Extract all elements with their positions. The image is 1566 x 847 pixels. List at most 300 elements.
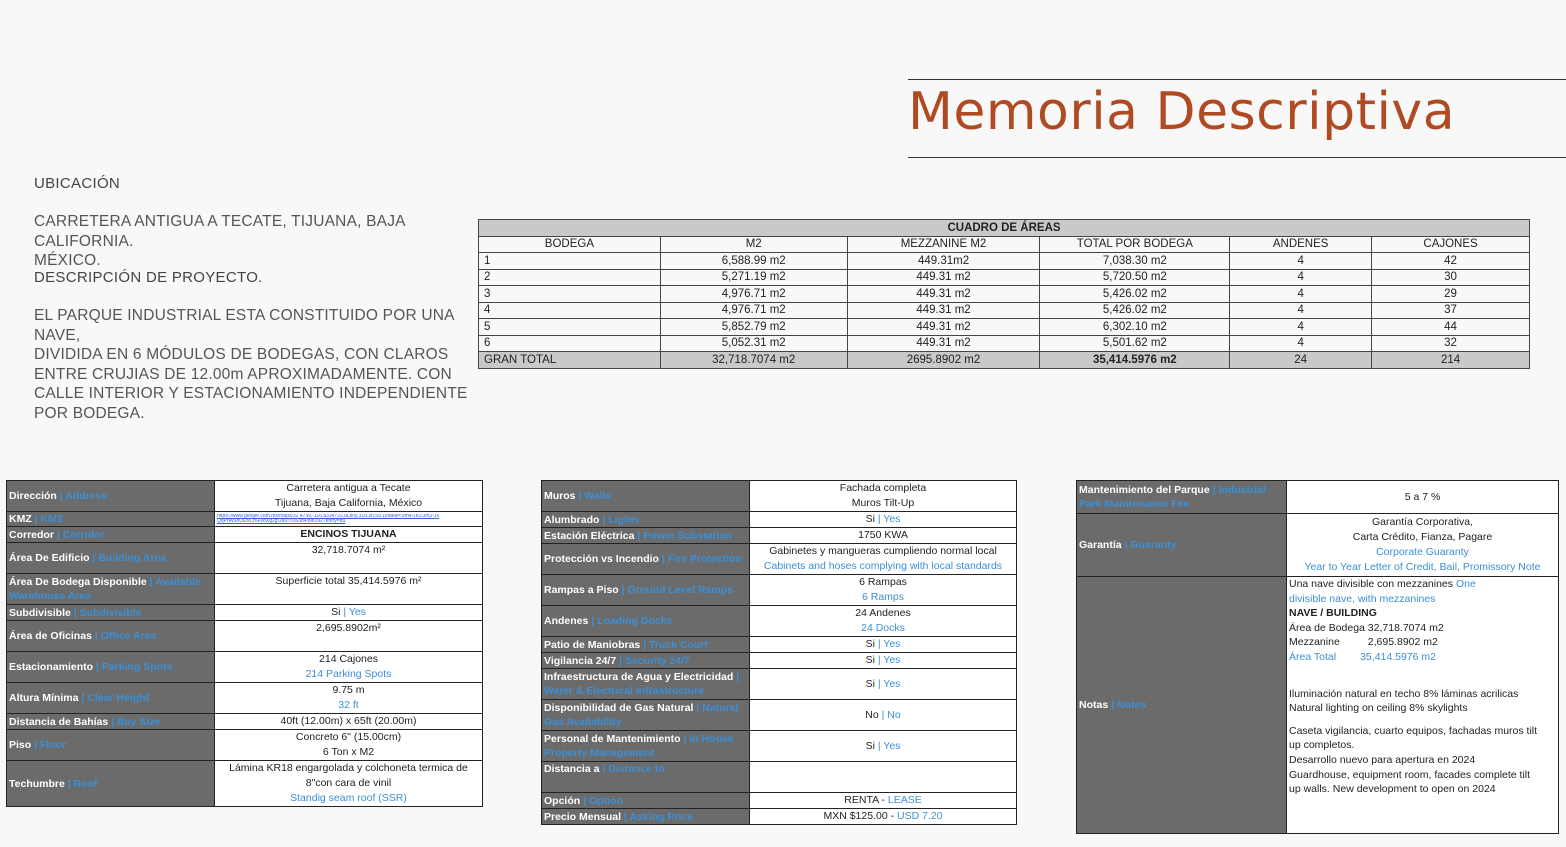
cell: 449.31m2: [847, 253, 1040, 270]
value-cell: 40ft (12.00m) x 65ft (20.00m): [215, 714, 483, 730]
value-cell: [215, 512, 483, 527]
note-line: divisible nave, with mezzanines: [1289, 592, 1436, 605]
value-en: Yes: [883, 654, 901, 666]
label-en: Address: [65, 490, 108, 502]
label-cell: [542, 575, 750, 606]
value-en: Yes: [883, 638, 901, 650]
table-row: [542, 512, 1017, 528]
label-en: Parking Spots: [101, 661, 173, 673]
label-es: Mantenimiento del Parque: [1079, 484, 1210, 496]
table-row: [7, 761, 483, 807]
label-cell: [542, 700, 750, 731]
cell: 3: [479, 286, 661, 303]
ubicacion-line: CARRETERA ANTIGUA A TECATE, TIJUANA, BAJA CALIFORNIA.: [34, 213, 405, 250]
label-en: Asking Price: [629, 810, 694, 823]
descripcion-line: POR BODEGA.: [34, 404, 145, 422]
separator: |: [94, 630, 98, 642]
label-en: Guaranty: [1130, 539, 1177, 551]
label-cell: [7, 512, 215, 527]
value: 214 Cajones: [319, 653, 378, 665]
table-row: [542, 731, 1017, 762]
label-es: Altura Mínima: [9, 692, 79, 704]
value: Si: [865, 513, 875, 525]
table-row: [1077, 577, 1559, 834]
separator: |: [1124, 539, 1128, 551]
table-row: [542, 544, 1017, 575]
label-en: Available Warehouse Area: [9, 576, 201, 602]
value-en: Cabinets and hoses complying with local standards: [763, 560, 1003, 572]
table-row: [542, 606, 1017, 637]
value-cell: [750, 544, 1017, 575]
label-en: Building Area: [98, 552, 167, 564]
value: Fachada completa: [839, 482, 927, 494]
value-en: Yes: [883, 677, 901, 690]
value: Si: [865, 739, 875, 752]
label-cell: [542, 762, 750, 793]
separator: |: [1212, 484, 1216, 496]
cell: 5,501.62 m2: [1040, 335, 1230, 352]
table-row: [479, 319, 1530, 336]
value-cell: [750, 575, 1017, 606]
separator: |: [73, 606, 77, 619]
separator: |: [67, 777, 71, 790]
label-cell: [542, 528, 750, 544]
value-en: 6 Ramps: [861, 591, 904, 603]
separator: |: [621, 584, 625, 596]
label-es: Infraestructura de Agua y Electricidad: [544, 671, 734, 683]
value: 6 Rampas: [859, 576, 907, 588]
value-en: 24 Docks: [861, 622, 905, 634]
value-cell: [750, 762, 1017, 793]
separator: |: [877, 739, 881, 752]
cell: 2: [479, 269, 661, 286]
areas-header: ANDENES: [1230, 236, 1372, 253]
cell: 32: [1372, 335, 1530, 352]
note-line: Guardhouse, equipment room, facades complete tilt: [1289, 768, 1531, 781]
separator: |: [1111, 699, 1115, 711]
cell: 5,052.31 m2: [660, 335, 847, 352]
value-cell: [215, 481, 483, 512]
label-cell: [7, 605, 215, 621]
label-es: Estación Eléctrica: [544, 529, 635, 542]
table-row: [479, 286, 1530, 303]
label-es: Notas: [1079, 699, 1109, 711]
label-en: Walls: [584, 490, 612, 502]
note-text: Una nave divisible con mezzanines: [1289, 578, 1454, 590]
table-row: [1077, 481, 1559, 514]
separator: |: [111, 715, 115, 728]
table-row: [7, 621, 483, 652]
value: Garantía Corporativa,: [1372, 516, 1473, 528]
separator: |: [696, 702, 700, 714]
value: Gabinetes y mangueras cumpliendo normal local: [769, 545, 997, 557]
label-en: Loading Docks: [597, 615, 673, 627]
value-cell: MXN $125.00 - USD 7.20: [750, 809, 1017, 825]
table-row: [542, 637, 1017, 653]
cell: 4,976.71 m2: [660, 302, 847, 319]
label-cell: [1077, 481, 1287, 514]
note-line: up completos.: [1289, 739, 1355, 752]
label-cell: [7, 527, 215, 543]
spacer: [1289, 716, 1556, 724]
notes-cell: [1287, 577, 1559, 834]
table-row: [542, 528, 1017, 544]
label-en: Fire Protection: [667, 553, 742, 565]
table-row: [7, 527, 483, 543]
label-es: Corredor: [9, 528, 54, 541]
value-cell: [215, 605, 483, 621]
table-row: [7, 481, 483, 512]
label-en: Power Substation: [643, 529, 732, 542]
separator: |: [877, 513, 881, 525]
label-cell: [542, 793, 750, 809]
separator: |: [881, 708, 885, 721]
cell: 449.31 m2: [847, 302, 1040, 319]
label-en: Distance to: [608, 763, 665, 775]
label-es: Distancia a: [544, 763, 600, 775]
label-es: Dirección: [9, 490, 57, 502]
label-cell: [7, 543, 215, 574]
label-en: Natural Gas Availability: [544, 702, 739, 728]
property-table-2: [541, 480, 1017, 825]
note-line: [1289, 577, 1556, 592]
title-top-rule: [908, 79, 1566, 80]
note-line: [1289, 650, 1556, 665]
table-row: [7, 605, 483, 621]
label-cell: [542, 606, 750, 637]
kmz-link[interactable]: https://www.google.com.mx/maps/32.4739,-116.8334722,ia,80y,319.3h,59.1t/data=!3m4!1e1!3m2!1s: [217, 514, 440, 519]
separator: |: [736, 671, 740, 683]
table-row: [479, 335, 1530, 352]
cell: 32,718.7074 m2: [660, 352, 847, 369]
label-es: Opción: [544, 794, 581, 807]
cell: 35,414.5976 m2: [1040, 352, 1230, 369]
value-en: Yes: [348, 606, 366, 618]
label-en: Office Area: [100, 630, 157, 642]
label-es: Subdivisible: [9, 606, 71, 619]
separator: |: [81, 692, 85, 704]
cell: 449.31 m2: [847, 269, 1040, 286]
value-cell: [750, 653, 1017, 669]
cell: 5,852.79 m2: [660, 319, 847, 336]
label-es: Disponibilidad de Gas Natural: [544, 702, 694, 714]
descripcion-line: EL PARQUE INDUSTRIAL ESTA CONSTITUIDO POR UNA NAVE,: [34, 307, 454, 344]
table-row: [479, 302, 1530, 319]
value: Tijuana, Baja California, México: [274, 497, 423, 509]
separator: |: [59, 490, 63, 502]
value: 6 Ton x M2: [322, 746, 375, 758]
ubicacion-line: MÉXICO.: [34, 252, 101, 269]
table-row: [542, 653, 1017, 669]
cell: 214: [1372, 352, 1530, 369]
separator: |: [602, 513, 606, 526]
label-cell: [1077, 514, 1287, 577]
label-es: Precio Mensual: [544, 810, 622, 823]
cell: 37: [1372, 302, 1530, 319]
cell: 4: [1230, 269, 1372, 286]
value-en: Standig seam roof (SSR): [290, 792, 407, 804]
value-cell: 2,695.8902m²: [215, 621, 483, 652]
areas-table: [478, 219, 1530, 369]
value-en: Year to Year Letter of Credit, Bail, Promissory Note: [1304, 561, 1541, 573]
separator: |: [92, 552, 96, 564]
areas-header-row: [479, 236, 1530, 253]
label-es: Rampas a Piso: [544, 584, 619, 596]
label-en: Lights: [608, 513, 640, 526]
cell: 449.31 m2: [847, 319, 1040, 336]
note-line: Caseta vigilancia, cuarto equipos, fachadas muros tilt: [1289, 724, 1538, 737]
table-row: [7, 714, 483, 730]
areas-header: BODEGA: [479, 236, 661, 253]
label-es: Muros: [544, 490, 576, 502]
cell: 30: [1372, 269, 1530, 286]
label-es: Andenes: [544, 615, 589, 627]
value-cell: RENTA - LEASE: [750, 793, 1017, 809]
value: 8"con cara de vinil: [305, 777, 392, 789]
note-line: up walls. New development to open on 2024: [1289, 783, 1496, 796]
separator: |: [683, 733, 687, 745]
value-cell: [750, 481, 1017, 512]
table-row: [479, 269, 1530, 286]
label-es: Personal de Mantenimiento: [544, 733, 681, 745]
value: Si: [865, 654, 875, 666]
note-text-en: Área Total: [1289, 650, 1337, 663]
label-en: Corridor: [62, 528, 105, 541]
label-cell: [542, 512, 750, 528]
cell: 4: [1230, 302, 1372, 319]
value-en: 32 ft: [338, 699, 359, 711]
value-en: Yes: [883, 739, 901, 752]
cell: 5,426.02 m2: [1040, 286, 1230, 303]
separator: |: [34, 513, 38, 525]
label-en: Water & Electrical Infrastructure: [544, 685, 705, 697]
label-cell: [542, 669, 750, 700]
title-bottom-rule: [908, 157, 1566, 158]
label-es: Alumbrado: [544, 513, 600, 526]
areas-header: CAJONES: [1372, 236, 1530, 253]
value: Si: [865, 638, 875, 650]
label-en: Notes: [1116, 699, 1147, 711]
cell: 4: [1230, 253, 1372, 270]
label-en: In House Property Management: [544, 733, 734, 759]
value-cell: [750, 731, 1017, 762]
cell: 5,271.19 m2: [660, 269, 847, 286]
cell: 6: [479, 335, 661, 352]
cell: 449.31 m2: [847, 286, 1040, 303]
value-en: USD 7.20: [897, 810, 943, 822]
separator: |: [661, 553, 665, 565]
table-row: [7, 574, 483, 605]
value-cell: [750, 637, 1017, 653]
value-cell: [750, 512, 1017, 528]
label-cell: [7, 481, 215, 512]
label-en: Clear Height: [87, 692, 150, 704]
value-en: No: [887, 708, 901, 721]
value-cell: 32,718.7074 m²: [215, 543, 483, 574]
value-cell: [215, 730, 483, 761]
label-en: Ground Level Ramps: [627, 584, 734, 596]
spacer: [1289, 665, 1556, 687]
table-row: [7, 683, 483, 714]
separator: |: [56, 528, 60, 541]
cell: 5,426.02 m2: [1040, 302, 1230, 319]
label-en: Security 24/7: [624, 654, 690, 667]
label-en: Subdivisible: [79, 606, 142, 619]
value: 24 Andenes: [855, 607, 911, 619]
value-cell: [215, 652, 483, 683]
cell: 1: [479, 253, 661, 270]
areas-caption: CUADRO DE ÁREAS: [479, 220, 1530, 237]
table-row: [542, 762, 1017, 793]
label-es: Área De Bodega Disponible: [9, 576, 147, 588]
label-en: Floor: [39, 739, 67, 751]
value: 9.75 m: [332, 684, 365, 696]
note-text: Mezzanine: [1289, 636, 1340, 649]
cell: 29: [1372, 286, 1530, 303]
value-cell: Superficie total 35,414.5976 m²: [215, 574, 483, 605]
descripcion-text: [34, 306, 474, 423]
label-cell: [7, 652, 215, 683]
value: Si: [865, 677, 875, 690]
value-cell: [215, 683, 483, 714]
label-es: KMZ: [9, 513, 32, 525]
label-en: Industrial Park Maintenance Fee: [1079, 484, 1266, 510]
label-cell: [542, 653, 750, 669]
separator: |: [583, 794, 587, 807]
cell: 6,302.10 m2: [1040, 319, 1230, 336]
value-en: Corporate Guaranty: [1376, 546, 1469, 558]
label-es: Piso: [9, 739, 32, 751]
value: Carretera antigua a Tecate: [286, 482, 411, 494]
label-es: Protección vs Incendio: [544, 553, 659, 565]
note-line: Iluminación natural en techo 8% láminas acrilicas: [1289, 687, 1519, 700]
cell: 5,720.50 m2: [1040, 269, 1230, 286]
ubicacion-heading: UBICACIÓN: [34, 175, 121, 192]
separator: |: [343, 606, 347, 618]
cell: GRAN TOTAL: [479, 352, 661, 369]
table-row: [7, 652, 483, 683]
label-cell: [7, 683, 215, 714]
separator: |: [623, 810, 627, 823]
label-es: Área De Edificio: [9, 552, 90, 564]
value-cell: [750, 606, 1017, 637]
table-row: [542, 575, 1017, 606]
value-cell: 5 a 7 %: [1287, 481, 1559, 514]
property-table-1: [6, 480, 483, 807]
descripcion-line: DIVIDIDA EN 6 MÓDULOS DE BODEGAS, CON CLAROS: [34, 346, 449, 363]
table-row: [7, 512, 483, 527]
separator: |: [95, 661, 99, 673]
label-en: Option: [588, 794, 623, 807]
value-cell: [750, 700, 1017, 731]
value-en: LEASE: [887, 794, 922, 806]
note-line: Desarrollo nuevo para apertura en 2024: [1289, 753, 1476, 766]
cell: 24: [1230, 352, 1372, 369]
cell: 4: [1230, 319, 1372, 336]
table-row: [542, 669, 1017, 700]
value-cell: [215, 761, 483, 807]
table-row: [479, 253, 1530, 270]
cell: 44: [1372, 319, 1530, 336]
label-es: Estacionamiento: [9, 661, 94, 673]
value-cell: 1750 KWA: [750, 528, 1017, 544]
value: Concreto 6" (15.00cm): [295, 731, 402, 743]
value: No: [865, 708, 879, 721]
label-en: Bay Size: [117, 715, 161, 728]
table-row: [7, 543, 483, 574]
total-row: [479, 352, 1530, 369]
cell: 4: [1230, 286, 1372, 303]
label-cell: [542, 809, 750, 825]
descripcion-line: CALLE INTERIOR Y ESTACIONAMIENTO INDEPENDIENTE: [34, 385, 468, 402]
label-es: Distancia de Bahías: [9, 715, 109, 728]
table-row: [542, 700, 1017, 731]
value: Carta Crédito, Fianza, Pagare: [1352, 531, 1493, 543]
areas-header: MEZZANINE M2: [847, 236, 1040, 253]
separator: |: [877, 638, 881, 650]
label-cell: [7, 714, 215, 730]
cell: 5: [479, 319, 661, 336]
separator: |: [637, 529, 641, 542]
separator: |: [34, 739, 38, 751]
value-en: 214 Parking Spots: [305, 668, 392, 680]
label-cell: [7, 730, 215, 761]
label-cell: [7, 621, 215, 652]
kmz-link[interactable]: QqPnAShUl2uCr6Fv8Xg2g!2e0!7i16384!8i8192?entry=ttu: [217, 519, 346, 524]
table-row: [542, 793, 1017, 809]
label-cell: [542, 544, 750, 575]
label-cell: [7, 574, 215, 605]
separator: |: [877, 654, 881, 666]
label-en: Truck Court: [649, 638, 709, 651]
property-table-3: [1076, 480, 1559, 834]
separator: |: [643, 638, 647, 651]
note-line: NAVE / BUILDING: [1289, 607, 1377, 620]
cell: 449.31 m2: [847, 335, 1040, 352]
value-en: Yes: [883, 513, 901, 525]
label-es: Vigilancia 24/7: [544, 654, 617, 667]
cell: 7,038.30 m2: [1040, 253, 1230, 270]
page-title: Memoria Descriptiva: [908, 82, 1456, 142]
cell: 42: [1372, 253, 1530, 270]
note-line: [1289, 635, 1556, 650]
note-text-en: One: [1455, 578, 1476, 590]
value: RENTA: [844, 794, 879, 806]
separator: |: [578, 490, 582, 502]
value-cell: ENCINOS TIJUANA: [215, 527, 483, 543]
cell: 6,588.99 m2: [660, 253, 847, 270]
separator: |: [591, 615, 595, 627]
descripcion-heading: DESCRIPCIÓN DE PROYECTO.: [34, 269, 263, 286]
cell: 4,976.71 m2: [660, 286, 847, 303]
note-text: 2,695.8902 m2: [1367, 636, 1438, 649]
table-row: [542, 809, 1017, 825]
value: Si: [331, 606, 341, 618]
label-cell: [542, 481, 750, 512]
cell: 4: [479, 302, 661, 319]
value: MXN $125.00: [823, 810, 888, 822]
value: Muros Tilt-Up: [851, 497, 915, 509]
value: Lámina KR18 engargolada y colchoneta termica de: [229, 762, 468, 774]
note-line: Área de Bodega 32,718.7074 m2: [1289, 621, 1444, 634]
note-text-en: 35,414.5976 m2: [1360, 650, 1436, 663]
cell: 2695.8902 m2: [847, 352, 1040, 369]
table-row: [1077, 514, 1559, 577]
label-es: Garantía: [1079, 539, 1122, 551]
areas-header: TOTAL POR BODEGA: [1040, 236, 1230, 253]
ubicacion-text: [34, 212, 474, 271]
label-cell: [7, 761, 215, 807]
